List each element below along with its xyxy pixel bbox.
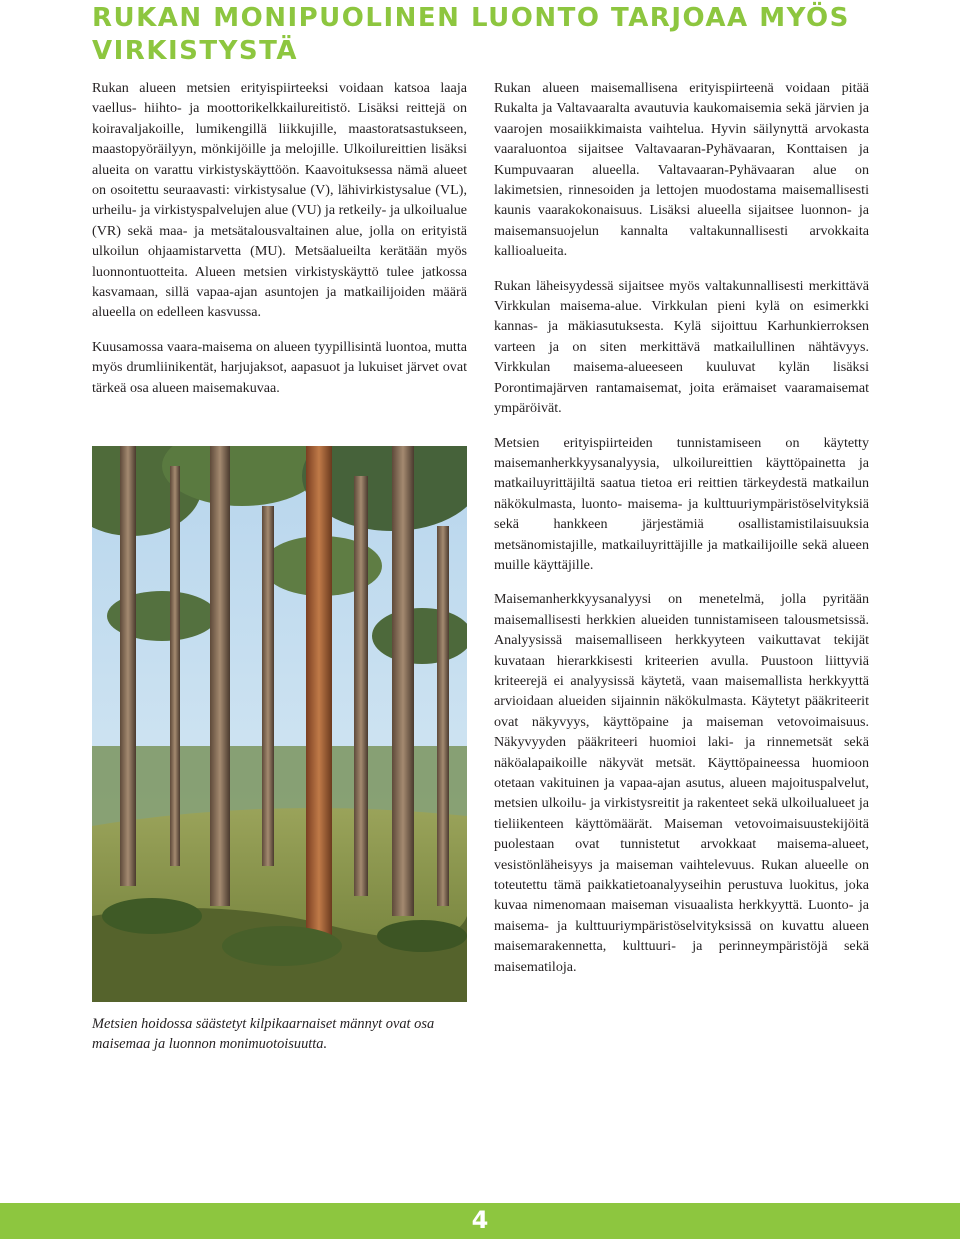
body-paragraph: Rukan läheisyydessä sijaitsee myös valtakunnallisesti merkittävä Virkkulan maisema-alue. Virkkulan pieni kylä on esimerkki kannas- ja mäkiasutuksesta. Kylä sijoittuu Karhunkierroksen varteen ja on siten merkittävä matkailullinen nähtävyys. Virkkulan maisema-alueeseen kuuluvat kylän lisäksi Porontimajärven rantamaisemat, joita erämaiset vaaramaisemat ympäröivät.	[494, 277, 869, 417]
page-number: 4	[471, 1206, 489, 1234]
body-paragraph: Rukan alueen maisemallisena erityispiirteenä voidaan pitää Rukalta ja Valtavaaralta avautuvia kaukomaisemia sekä järvien ja vaarojen mosaiikkimaista vaihtelua. Hyvin säilynyttä arvokasta vaaraluontoa sijaitsee Valtavaaran-Pyhävaaran, Konttaisen ja Kumpuvaaran alueella. Valtavaaran-Pyhävaaran alue on lakimetsien, rinnesoiden ja lettojen muodostama maisemallisesti kaunis vaarakokonaisuus. Lisäksi alueella sijaitsee luonnon- ja maisemansuojelun kannalta valtakunnallisesti arvokkaita kallioalueita.	[494, 80, 869, 260]
photo-caption: Metsien hoidossa säästetyt kilpikaarnaiset männyt ovat osa maisemaa ja luonnon monimuotoisuutta.	[92, 1016, 435, 1052]
page-title: RUKAN MONIPUOLINEN LUONTO TARJOAA MYÖS VIRKISTYSTÄ	[92, 3, 850, 66]
body-paragraph: Metsien erityispiirteiden tunnistamiseen on käytetty maisemanherkkyysanalyysia, ulkoilureittien käyttöpainetta ja matkailuyrittäjiltä saatua tietoa eri reittien tärkeydestä matkailun näkökulmasta, luonto- maisema- ja kulttuuriympäristöselvityksiä sekä hankkeen järjestämiä osallistamistilaisuuksia metsänomistajille, matkailuyrittäjille ja matkailijoille sekä alueen muille käyttäjille.	[494, 434, 869, 573]
left-text-column	[92, 78, 467, 412]
forest-photo	[92, 446, 467, 1002]
body-paragraph: Rukan alueen metsien erityispiirteeksi voidaan katsoa laaja vaellus- hiihto- ja moottorikelkkailureitistö. Lisäksi reittejä on koiravaljakoille, lumikengillä liikkujille, maastoratsastukseen, maastopyöräilyyn, mönkijöille ja melojille. Ulkoilureittien lisäksi alueita on varattu virkistyskäyttöön. Kaavoituksessa nämä alueet on osoitettu seuraavasti: virkistysalue (V), lähivirkistysalue (VL), urheilu- ja virkistyspalvelujen alue (VU) ja retkeily- ja ulkoilualue (VR) sekä maa- ja metsätalousvaltainen alue, jolla on erityistä ulkoilun ohjaamistarvetta (MU). Metsäalueilta kerätään myös luonnontuotteita. Alueen metsien virkistyskäyttö tulee jatkossa kasvamaan, sillä vapaa-ajan asuntojen ja matkailijoiden määrä alueella on edelleen kasvussa.	[92, 80, 467, 321]
body-paragraph: Maisemanherkkyysanalyysi on menetelmä, jolla pyritään maisemallisesti herkkien alueiden tunnistamiseen talousmetsissä. Analyysissä maisemalliseen herkkyyteen vaikuttavat tekijät kuvataan hierarkkisesti kriteerien avulla. Puustoon liittyviä kriteerejä ei analyysissä käytetä, vaan maisemallista herkkyyttä arvioidaan alueiden sijainnin näkökulmasta. Käytetyt pääkriteerit ovat näkyvyys, käyttöpaine ja maiseman vetovoimaisuus. Näkyvyyden pääkriteeri huomioi laki- ja rinnemetsät sekä näköalapaikoille näkyvät metsät. Käyttöpaineessa huomioon otetaan vakituinen ja vapaa-ajan asutus, alueen majoituspalvelut, metsien ulkoilu- ja virkistysreitit ja rakenteet sekä ulkoilualueet ja tieliikenteen käyttömäärät. Maiseman vetovoimaisuustekijöitä puolestaan ovat tunnistetut arvokkaat maisema-alueet, vesistönläheisyys ja maiseman vaihtelevuus. Rukan alueelle on toteutettu tämä paikkatietoanalyyseihin perustuva luokitus, joka kuvaa nimenomaan maiseman visuaalista herkkyyttä. Luonto- ja maisema- ja kulttuuriympäristöselvityksissä on kuvattu alueen maisemarakennetta, kulttuuri- ja perinneympäristöjä sekä maisematiloja.	[494, 591, 869, 975]
body-paragraph: Kuusamossa vaara-maisema on alueen tyypillisintä luontoa, mutta myös drumliinikentät, harjujaksot, aapasuot ja lukuiset järvet ovat tärkeä osa alueen maisemakuvaa.	[92, 338, 467, 396]
right-text-column	[494, 78, 869, 991]
